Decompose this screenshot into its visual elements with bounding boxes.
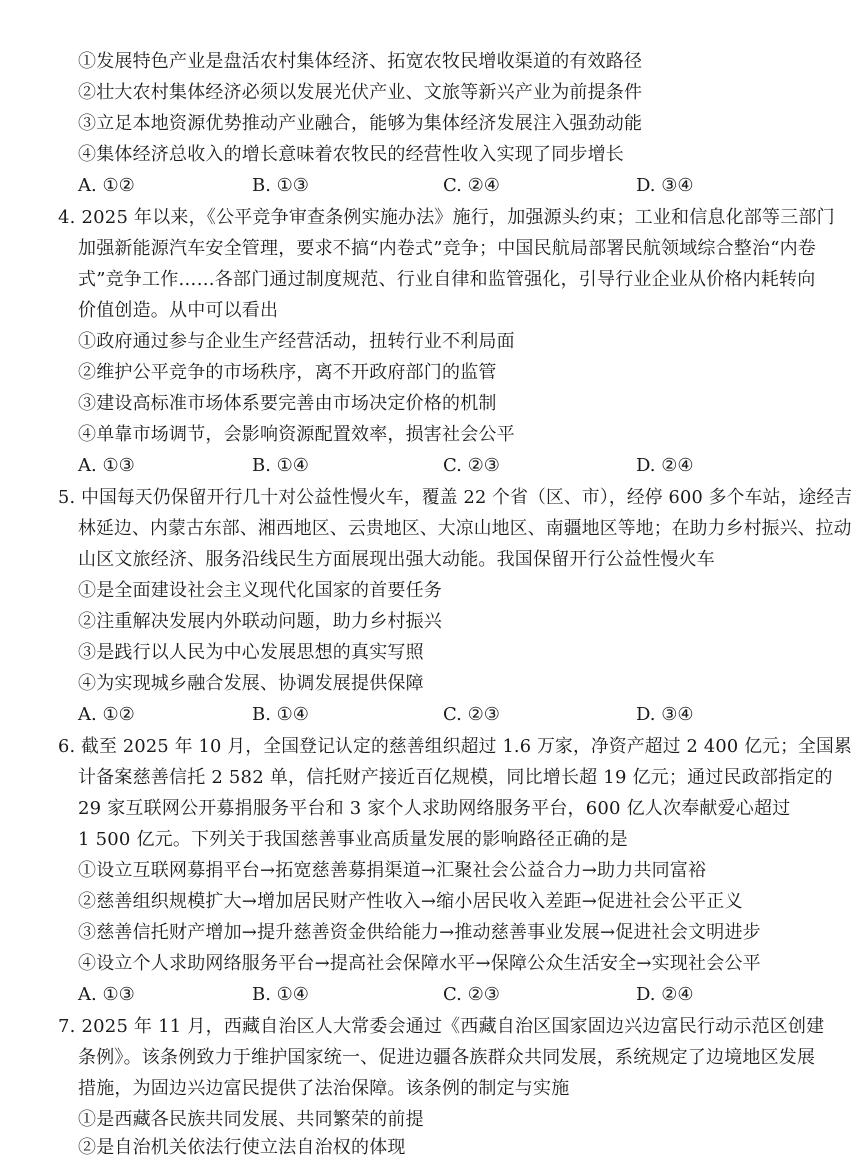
q5-option-b: B. ①④ — [252, 704, 309, 725]
q6-stem-line-1: 6. 截至 2025 年 10 月，全国登记认定的慈善组织超过 1.6 万家，净资产超过 2 400 亿元；全国累 — [58, 736, 852, 757]
q4-stem-line-2: 加强新能源汽车安全管理，要求不搞“内卷式”竞争；中国民航局部署民航领域综合整治“内卷 — [78, 238, 817, 259]
q7-stem-line-1: 7. 2025 年 11 月，西藏自治区人大常委会通过《西藏自治区国家固边兴边富民行动示范区创建 — [58, 1016, 825, 1037]
q6-option-d: D. ②④ — [636, 984, 694, 1005]
q4-statement-2: ②维护公平竞争的市场秩序，离不开政府部门的监管 — [78, 362, 497, 383]
q3-statement-3: ③立足本地资源优势推动产业融合，能够为集体经济发展注入强劲动能 — [78, 113, 643, 134]
q7-statement-1: ①是西藏各民族共同发展、共同繁荣的前提 — [78, 1109, 424, 1130]
q5-statement-1: ①是全面建设社会主义现代化国家的首要任务 — [78, 580, 442, 601]
q7-statement-2: ②是自治机关依法行使立法自治权的体现 — [78, 1137, 406, 1158]
q5-stem-line-3: 山区文旅经济、服务沿线民生方面展现出强大动能。我国保留开行公益性慢火车 — [78, 549, 715, 570]
q3-option-a: A. ①② — [78, 175, 135, 196]
q4-stem-line-3: 式”竞争工作……各部门通过制度规范、行业自律和监管强化，引导行业企业从价格内耗转向 — [78, 269, 816, 290]
q6-statement-4: ④设立个人求助网络服务平台→提高社会保障水平→保障公众生活安全→实现社会公平 — [78, 953, 761, 974]
q3-statement-2: ②壮大农村集体经济必须以发展光伏产业、文旅等新兴产业为前提条件 — [78, 82, 643, 103]
q4-option-c: C. ②③ — [443, 455, 500, 476]
q5-statement-2: ②注重解决发展内外联动问题，助力乡村振兴 — [78, 611, 442, 632]
q6-statement-2: ②慈善组织规模扩大→增加居民财产性收入→缩小居民收入差距→促进社会公平正义 — [78, 891, 743, 912]
q6-statement-3: ③慈善信托财产增加→提升慈善资金供给能力→推动慈善事业发展→促进社会文明进步 — [78, 922, 761, 943]
q5-statement-4: ④为实现城乡融合发展、协调发展提供保障 — [78, 673, 424, 694]
q6-option-c: C. ②③ — [443, 984, 500, 1005]
q6-stem-line-4: 1 500 亿元。下列关于我国慈善事业高质量发展的影响路径正确的是 — [78, 829, 628, 850]
q4-statement-3: ③建设高标准市场体系要完善由市场决定价格的机制 — [78, 393, 497, 414]
q6-stem-line-3: 29 家互联网公开募捐服务平台和 3 家个人求助网络服务平台，600 亿人次奉献爱心超过 — [78, 798, 791, 819]
q4-stem-line-1: 4. 2025 年以来，《公平竞争审查条例实施办法》施行，加强源头约束；工业和信息化部等三部门 — [58, 207, 835, 228]
q4-option-d: D. ②④ — [636, 455, 694, 476]
q5-statement-3: ③是践行以人民为中心发展思想的真实写照 — [78, 642, 424, 663]
q5-option-a: A. ①② — [78, 704, 135, 725]
q6-statement-1: ①设立互联网募捐平台→拓宽慈善募捐渠道→汇聚社会公益合力→助力共同富裕 — [78, 860, 707, 881]
q6-stem-line-2: 计备案慈善信托 2 582 单，信托财产接近百亿规模，同比增长超 19 亿元；通过民政部指定的 — [78, 767, 833, 788]
q5-option-d: D. ③④ — [636, 704, 694, 725]
q3-statement-1: ①发展特色产业是盘活农村集体经济、拓宽农牧民增收渠道的有效路径 — [78, 51, 643, 72]
q3-option-d: D. ③④ — [636, 175, 694, 196]
q5-option-c: C. ②③ — [443, 704, 500, 725]
q7-stem-line-3: 措施，为固边兴边富民提供了法治保障。该条例的制定与实施 — [78, 1078, 570, 1099]
q4-statement-1: ①政府通过参与企业生产经营活动，扭转行业不利局面 — [78, 331, 515, 352]
q6-option-b: B. ①④ — [252, 984, 309, 1005]
q3-option-c: C. ②④ — [443, 175, 500, 196]
q6-option-a: A. ①③ — [78, 984, 135, 1005]
q5-stem-line-2: 林延边、内蒙古东部、湘西地区、云贵地区、大凉山地区、南疆地区等地；在助力乡村振兴、拉动 — [78, 518, 852, 539]
q7-stem-line-2: 条例》。该条例致力于维护国家统一、促进边疆各族群众共同发展，系统规定了边境地区发展 — [78, 1047, 816, 1068]
q3-option-b: B. ①③ — [252, 175, 309, 196]
q4-option-b: B. ①④ — [252, 455, 309, 476]
q4-statement-4: ④单靠市场调节，会影响资源配置效率，损害社会公平 — [78, 424, 515, 445]
q4-option-a: A. ①③ — [78, 455, 135, 476]
q5-stem-line-1: 5. 中国每天仍保留开行几十对公益性慢火车，覆盖 22 个省（区、市），经停 600 多个车站，途经吉 — [58, 487, 853, 508]
q4-stem-line-4: 价值创造。从中可以看出 — [78, 300, 279, 321]
q3-statement-4: ④集体经济总收入的增长意味着农牧民的经营性收入实现了同步增长 — [78, 144, 624, 165]
